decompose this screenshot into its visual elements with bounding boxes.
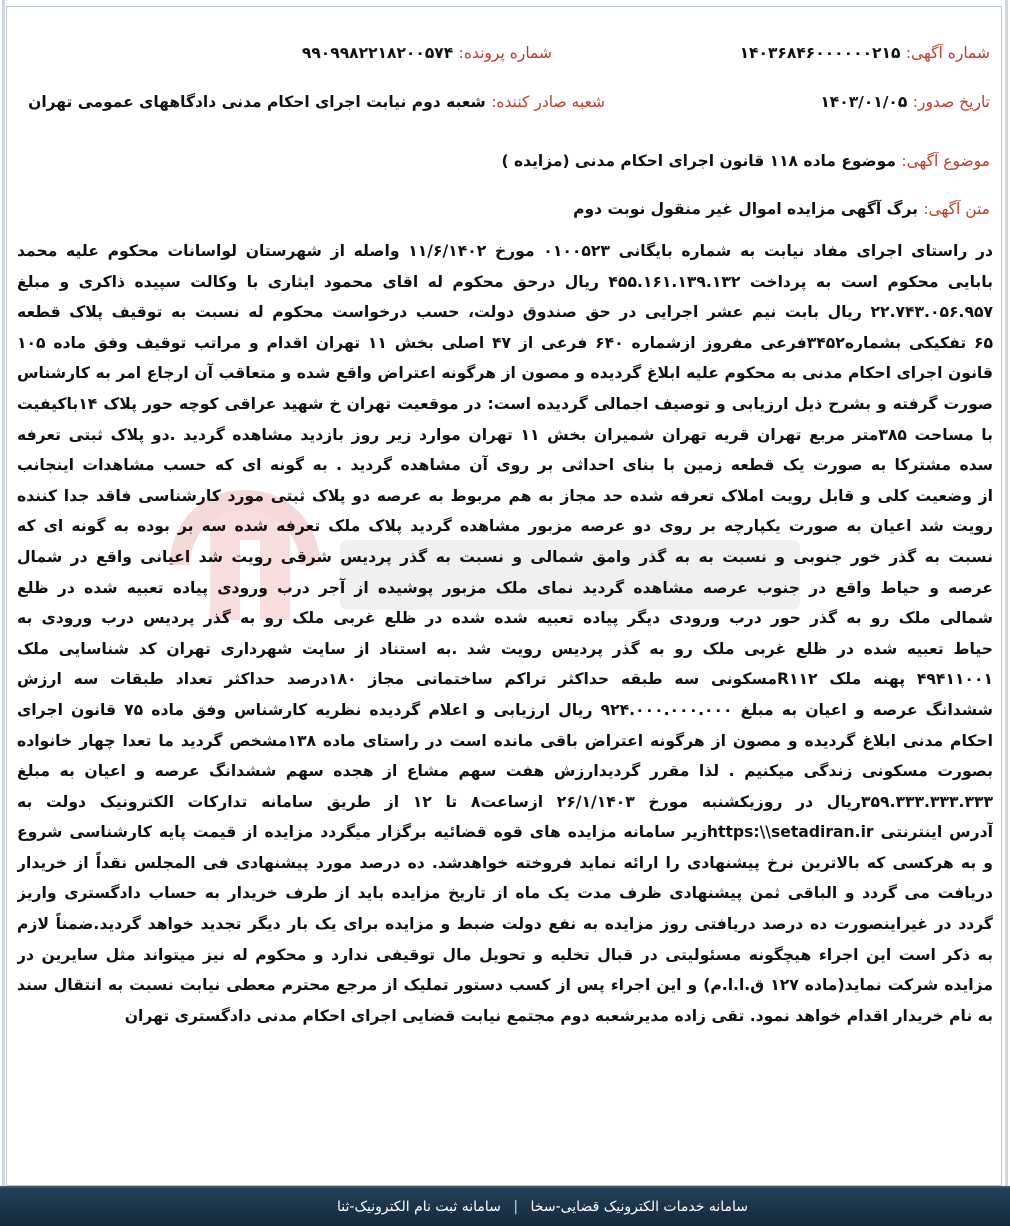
body-line: مزایده شرکت نماید(ماده ۱۲۷ ق.ا.ا.م) و این اجراء پس از کسب دستور تملیک از مرجع محترم معطی نیابت نسبت به انتقال سند	[17, 976, 993, 995]
body-line: عرصه و حیاط واقع در جنوب عرصه مشاهده گردید نمای ملک مزبور پوشیده از آجر درب ورودی پیاده تعبیه شده در ظلع	[17, 578, 993, 597]
body-line: از وضعیت کلی و قابل رویت املاک تعرفه شده حد مجاز به هم مربوط به عرصه دو پلاک ثبتی مورد کارشناسی فاقد جدا کننده	[17, 486, 993, 505]
body-line: ۲۲.۷۴۳.۰۵۶.۹۵۷ ریال بابت نیم عشر اجرایی در حق صندوق دولت، حسب درخواست محکوم له نسبت به توقیف پلاک قطعه	[17, 303, 993, 322]
body-line: به نام خریدار اقدام خواهد نمود. تقی زاده مدیرشعبه دوم مجتمع نیابت قضایی اجرای احکام مدنی دادگستری تهران	[124, 1006, 993, 1025]
issuing-branch-label: شعبه صادر کننده:	[491, 93, 605, 111]
body-line: رویت شد اعیان به صورت یکپارچه بر روی دو عرصه مزبور مشاهده گردید پلاک ملک تعرفه شده سه بر بوده به گونه ای که	[17, 517, 993, 536]
body-line: و به هرکسی که بالاترین نرخ پیشنهادی را ارائه نماید فروخته خواهدشد. ده درصد مورد پیشنهادی فی المجلس نقداً از خریدار	[17, 853, 993, 872]
issuing-branch-field	[28, 93, 605, 111]
footer-links	[337, 1188, 748, 1226]
body-line: ششدانگ عرصه و اعیان به مبلغ ۹۲۴.۰۰۰.۰۰۰.۰۰۰ ریال ارزیابی و اعلام گردیده نظریه کارشناس وفق ماده ۷۵ قانون اجرای	[17, 700, 993, 719]
footer-separator: |	[513, 1199, 519, 1215]
body-line: در راستای اجرای مفاد نیابت به شماره بایگانی ۰۱۰۰۵۲۳ مورخ ۱۱/۶/۱۴۰۲ واصله از شهرستان لواسانات محکوم علیه محمد	[17, 242, 993, 260]
text-label: متن آگهی:	[923, 200, 990, 218]
notice-number-field	[740, 44, 990, 62]
body-line: نسبت به گذر خور جنوبی و نسبت به به گذر وامق شمالی و نسبت به گذر پردیس شرقی رویت شد اعیانی واقع در شمال	[17, 547, 993, 566]
body-line: ۶۵ تفکیکی بشماره۳۴۵۲فرعی مفروز ازشماره ۶۴۰ فرعی از ۴۷ اصلی بخش ۱۱ تهران اقدام و مراتب توقیف وفق ماده ۱۰۵	[17, 333, 993, 352]
body-line: ۴۹۴۱۱۰۰۱ پهنه ملک R۱۱۲مسکونی سه طبقه حداکثر تراکم ساختمانی مجاز ۱۸۰درصد حداکثر تعداد طبقات سه ارزش	[17, 670, 993, 689]
subject-field	[502, 152, 991, 170]
text-title-field	[573, 200, 990, 218]
issue-date-label: تاریخ صدور:	[912, 93, 990, 111]
subject-label: موضوع آگهی:	[901, 152, 990, 170]
subject: موضوع ماده ۱۱۸ قانون اجرای احکام مدنی (مزایده )	[501, 152, 896, 170]
body-line: قانون اجرای احکام مدنی به محکوم علیه ابلاغ گردیده و مصون از هرگونه اعتراض واقع شده و متعاقب آن ارجاع امر به کارشناس	[17, 364, 993, 383]
body-line: ۳۵۹.۳۳۳.۳۳۳.۳۳۳ریال در روزیکشنبه مورخ ۲۶/۱/۱۴۰۳ ازساعت۸ تا ۱۲ از طریق سامانه تدارکات الکترونیک دولت به	[17, 792, 993, 811]
notice-body	[17, 236, 993, 1031]
case-number-label: شماره پرونده:	[458, 44, 552, 62]
issue-date: ۱۴۰۳/۰۱/۰۵	[820, 93, 908, 111]
case-number-field	[302, 44, 552, 62]
body-line: به ذکر است این اجراء هیچگونه مسئولیتی در قبال تخلیه و تحویل مال توقیفی ندارد و محکوم له نیز میتواند مثل سایرین در	[17, 945, 993, 964]
body-line: سده مشترکا به صورت یک قطعه زمین با بنای احداثی بر روی آن مشاهده گردید . به گونه ای که حسب مشاهدات اینجانب	[17, 456, 993, 475]
text-title: برگ آگهی مزایده اموال غیر منقول نوبت دوم	[573, 200, 918, 218]
body-line: دریافت می گردد و الباقی ثمن پیشنهادی ظرف مدت یک ماه از تاریخ مزایده باید از طرف خریدار به حساب دادگستری واریز	[17, 884, 993, 903]
body-line: شمالی ملک رو به گذر حور درب ورودی دیگر پیاده تعبیه شده شده در ظلع غربی ملک رو به گذر پردیس درب ورودی به	[17, 609, 993, 628]
body-line: احکام مدنی ابلاغ گردیده و مصون از هرگونه اعتراض باقی مانده است در راستای ماده ۱۳۸مشخص گردید ما تعدا چهار خانواده	[17, 731, 993, 750]
sana-link[interactable]: سامانه ثبت نام الکترونیک-ثنا	[337, 1199, 501, 1215]
issuing-branch: شعبه دوم نیابت اجرای احکام مدنی دادگاههای عمومی تهران	[28, 93, 486, 111]
issue-date-field	[820, 93, 990, 111]
body-line: حیاط تعبیه شده در ظلع غربی ملک رو به گذر پردیس رویت شد .به استناد از سایت شهرداری تهران کد شناسایی ملک	[17, 639, 993, 658]
notice-number-label: شماره آگهی:	[905, 44, 990, 62]
case-number: ۹۹۰۹۹۸۲۲۱۸۲۰۰۵۷۴	[301, 44, 454, 62]
body-line: بابایی محکوم است به پرداخت ۴۵۵.۱۶۱.۱۳۹.۱۳۲ ریال درحق محکوم له اقای محمود ایثاری با وکالت سپیده ذاکری و مبلغ	[17, 272, 993, 291]
body-line: با مساحت ۳۸۵متر مربع تهران قریه تهران شمیران بخش ۱۱ تهران موارد زیر روز بازدید مشاهده گردید .دو پلاک ثبتی تعرفه	[17, 425, 993, 444]
notice-number: ۱۴۰۳۶۸۴۶۰۰۰۰۰۰۲۱۵	[739, 44, 901, 62]
body-line: صورت گرفته و بشرح ذیل ارزیابی و توصیف اجمالی گردیده است: در موقعیت تهران خ شهید عراقی کوچه حور پلاک ۱۴باکیفیت	[17, 394, 993, 413]
body-line: آدرس اینترنتی https:\\setadiran.irزیر سامانه مزایده های قوه قضائیه برگزار میگردد مزایده از قیمت پایه کارشناسی شروع	[17, 823, 993, 842]
body-line: بصورت مسکونی زندگی میکنیم . لذا مقرر گردیدارزش هفت سهم مشاع از هجده سهم ششدانگ عرصه و اعیان به مبلغ	[17, 762, 993, 781]
footer-bar	[0, 1186, 1010, 1226]
left-border	[2, 0, 5, 1186]
sakha-link[interactable]: سامانه خدمات الکترونیک قضایی-سخا	[530, 1199, 748, 1215]
right-border	[1005, 0, 1008, 1186]
body-line: گردد در غیراینصورت ده درصد دریافتی روز مزایده به نفع دولت ضبط و مزایده برای یک بار دیگر تجدید خواهد گردید.ضمناً لازم	[17, 915, 993, 934]
